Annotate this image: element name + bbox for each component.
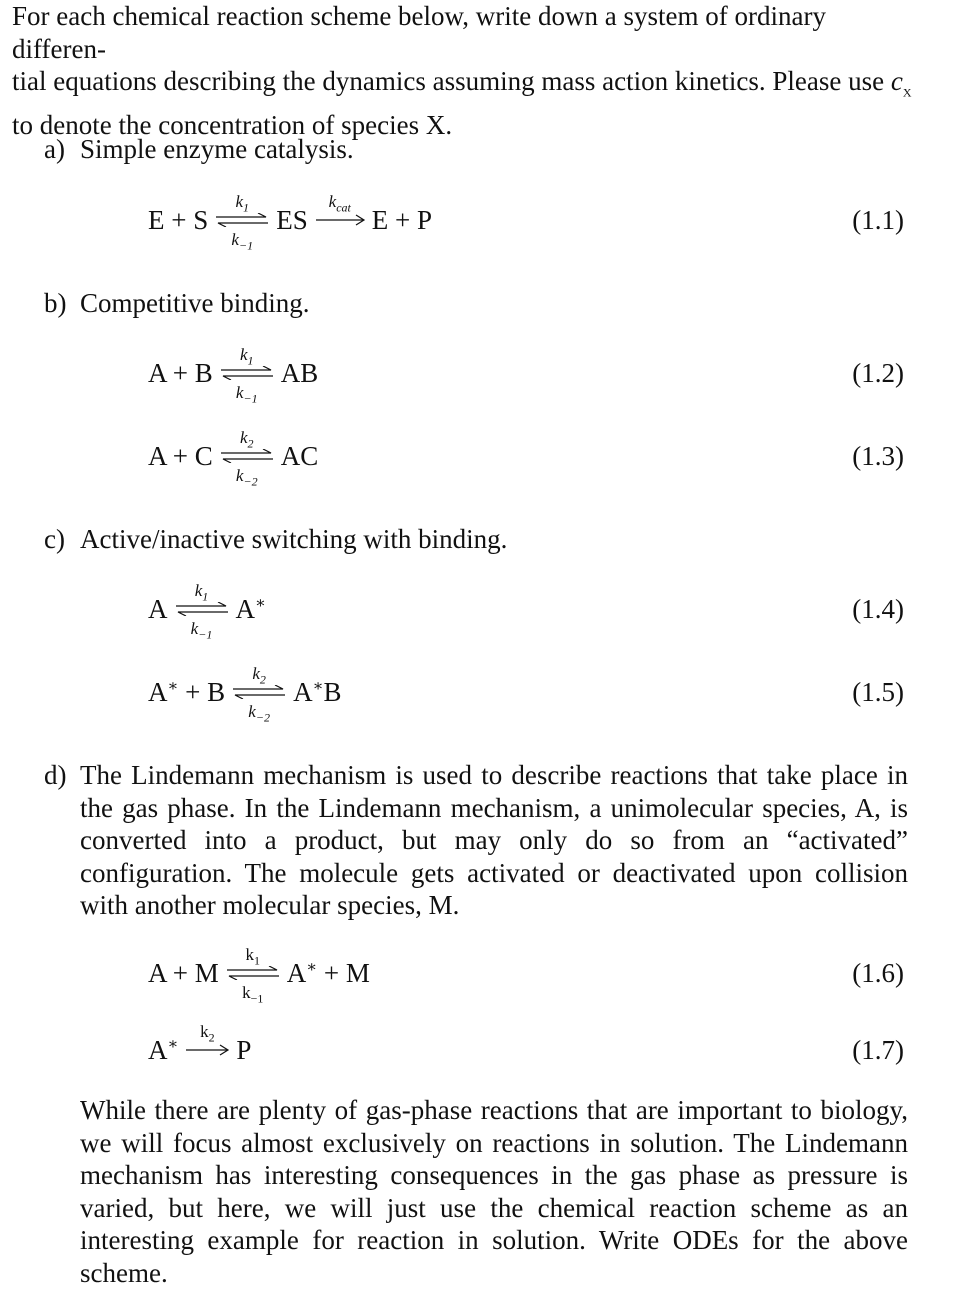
intro-paragraph [12,0,912,141]
part-d-paragraph: d) The Lindemann mechanism is used to describe reactions that take place in the gas phase. In the Lindemann mechanism, a unimolecular species, A, is converted into a product, but may only do so from an “activated” configuration. The molecule gets activated or deactivated upon collision with another molecular species, M. [44,760,908,920]
reversible-arrow: $k_1$ $k_{-1}$ [225,966,281,980]
part-c-heading: c) Active/inactive switching with binding. [44,524,508,554]
equation-1-1: E + S $k_1$ $k_{-1}$ ES $k_{cat}$ E + P (1.1) [148,192,904,253]
closing-paragraph: While there are plenty of gas-phase reactions that are important to biology, we will focus almost exclusively on reactions in solution. The Lindemann mechanism has interesting consequences in the gas phase as pressure is varied, but here, we will just use the chemical reaction scheme as an interesting example for reaction in solution. Write ODEs for the above scheme. [80,1095,908,1288]
forward-arrow: $k_2$ [184,1043,230,1057]
equation-1-7: A∗ $k_2$ P (1.7) [0,1030,904,1090]
intro-line-3: to denote the concentration of species X. [12,109,453,140]
reversible-arrow: $k_1$ $k_{-1}$ [214,213,270,227]
reversible-arrow: $k_2$ $k_{-2}$ [231,685,287,699]
intro-line-2: tial equations describing the dynamics assuming mass action kinetics. Please use $c_X$ [12,66,912,100]
reversible-arrow: $k_1$ $k_{-1}$ [174,602,230,616]
equation-1-5: A∗ + B $k_2$ $k_{-2}$ A∗B (1.5) [148,664,904,725]
equation-number: (1.5) [852,677,904,707]
equation-number: (1.7) [852,1035,904,1065]
equation-number: (1.1) [852,205,904,235]
equation-number: (1.6) [852,958,904,988]
equation-number: (1.2) [852,358,904,388]
equation-1-6: A + M $k_1$ $k_{-1}$ A∗ + M (1.6) [148,945,904,1006]
intro-line-1: For each chemical reaction scheme below, write down a system of ordinary differen- [12,1,826,64]
equation-number: (1.3) [852,441,904,471]
reversible-arrow: $k_1$ $k_{-1}$ [219,366,275,380]
reversible-arrow: $k_2$ $k_{-2}$ [219,449,275,463]
part-b-heading: b) Competitive binding. [44,288,310,318]
part-a-heading: a) Simple enzyme catalysis. [44,134,354,164]
equation-1-2: A + B $k_1$ $k_{-1}$ AB (1.2) [148,345,904,406]
equation-1-3: A + C $k_2$ $k_{-2}$ AC (1.3) [148,428,904,489]
forward-arrow: $k_{cat}$ [314,213,366,227]
equation-number: (1.4) [852,594,904,624]
equation-1-4: A $k_1$ $k_{-1}$ A∗ (1.4) [148,581,904,642]
